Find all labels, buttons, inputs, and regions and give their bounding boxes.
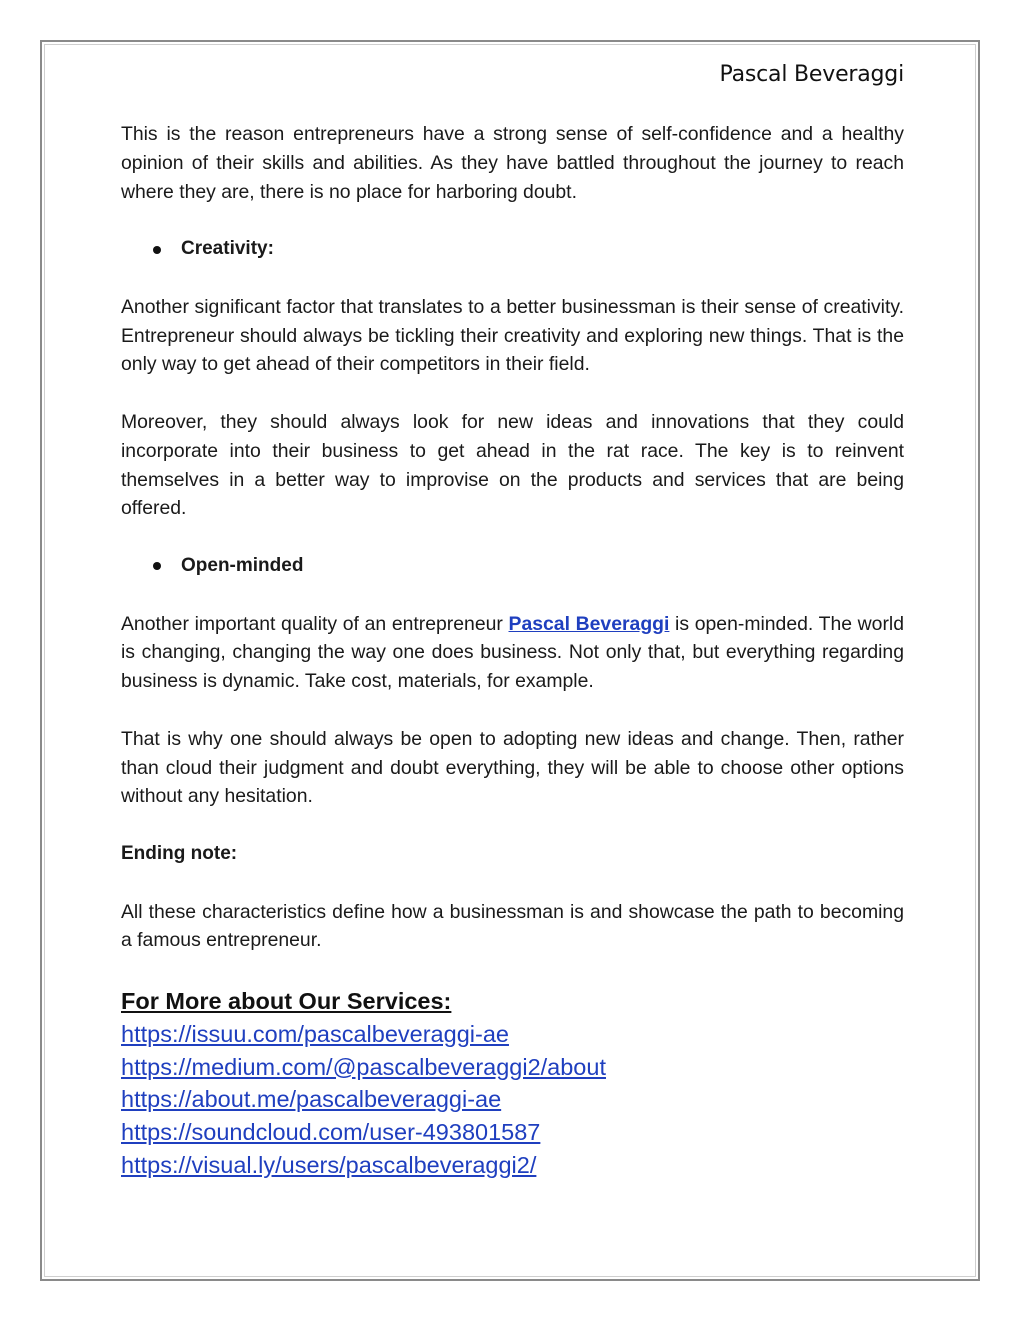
- paragraph-innovation: Moreover, they should always look for new ideas and innovations that they could incorporate into their business to get ahead in the rat race. The key is to reinvent themselves in a better way to improvise on the products and services that are being offered.: [121, 410, 904, 520]
- bullet-creativity-label: Creativity:: [181, 238, 274, 260]
- paragraph-creativity: Another significant factor that translates to a better businessman is their sense of creativity. Entrepreneur should always be tickling their creativity and exploring new things. That is the only way to get ahead of their competitors in their field.: [121, 295, 904, 376]
- issuu-link[interactable]: https://issuu.com/pascalbeveraggi-ae: [121, 1020, 509, 1047]
- bullet-icon: [153, 562, 161, 570]
- medium-link[interactable]: https://medium.com/@pascalbeveraggi2/about: [121, 1053, 606, 1080]
- document-body: [121, 120, 904, 1181]
- bullet-icon: [153, 246, 161, 254]
- paragraph-ending: All these characteristics define how a businessman is and showcase the path to becoming a famous entrepreneur.: [121, 900, 904, 952]
- paragraph-self-confidence: This is the reason entrepreneurs have a strong sense of self-confidence and a healthy opinion of their skills and abilities. As they have battled throughout the journey to reach where they are, there is no place for harboring doubt.: [121, 123, 904, 203]
- services-section: [121, 985, 904, 1181]
- soundcloud-link[interactable]: https://soundcloud.com/user-493801587: [121, 1118, 541, 1145]
- visually-link[interactable]: https://visual.ly/users/pascalbeveraggi2/: [121, 1151, 537, 1178]
- paragraph-open-minded: [121, 610, 904, 696]
- pascal-beveraggi-link[interactable]: Pascal Beveraggi: [508, 612, 670, 635]
- about-me-link[interactable]: https://about.me/pascalbeveraggi-ae: [121, 1086, 502, 1113]
- services-heading: For More about Our Services:: [121, 988, 452, 1015]
- bullet-creativity: [121, 235, 904, 264]
- ending-note-heading: Ending note:: [121, 842, 238, 864]
- paragraph-open-minded-text-start: Another important quality of an entrepreneur: [121, 612, 509, 635]
- header-title: Pascal Beveraggi: [719, 62, 904, 87]
- bullet-open-minded-label: Open-minded: [181, 554, 304, 576]
- paragraph-adopting-change: That is why one should always be open to adopting new ideas and change. Then, rather than cloud their judgment and doubt everything, they will be able to choose other options without any hesitation.: [121, 727, 904, 808]
- paragraph-open-minded-text-end: is open-minded. The world is changing, changing the way one does business. Not only that, but everything regarding business is dynamic. Take cost, materials, for example.: [121, 612, 905, 693]
- bullet-open-minded: [121, 552, 904, 581]
